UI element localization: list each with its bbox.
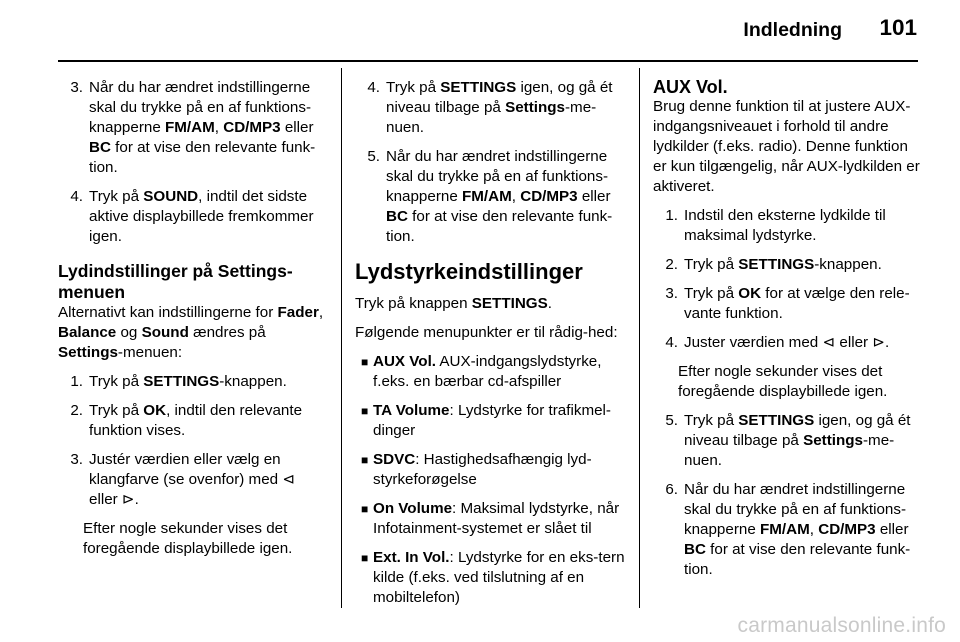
list-item: 3. Tryk på OK for at vælge den rele-vante funktion.: [665, 285, 910, 322]
section-heading: Lydstyrkeindstillinger: [355, 259, 583, 284]
note: Efter nogle sekunder vises det foregående displaybillede igen.: [678, 363, 888, 400]
right-arrow-icon: ⊳: [121, 491, 135, 508]
column-divider: [639, 68, 640, 608]
list-item: 4. Tryk på SETTINGS igen, og gå ét niveau tilbage på Settings-me-nuen.: [367, 79, 613, 136]
bullet-item: ■ On Volume: Maksimal lydstyrke, når Infotainment-systemet er slået til: [361, 500, 620, 537]
section-heading: Lydindstillinger på Settings-menuen: [58, 261, 293, 302]
left-arrow-icon: ⊲: [822, 334, 836, 351]
list-item: 4. Tryk på SOUND, indtil det sidste aktive displaybillede fremkommer igen.: [70, 188, 314, 245]
bullet-item: ■ TA Volume: Lydstyrke for trafikmel-dinger: [361, 402, 611, 439]
list-item: 2. Tryk på OK, indtil den relevante funktion vises.: [70, 402, 303, 439]
bullet-icon: ■: [361, 502, 369, 516]
header-rule: [58, 60, 918, 62]
bullet-icon: ■: [361, 355, 369, 369]
bullet-icon: ■: [361, 453, 369, 467]
paragraph: Følgende menupunkter er til rådig-hed:: [355, 324, 618, 341]
list-item: 6. Når du har ændret indstillingerne skal du trykke på en af funktions-knapperne FM/AM, CD/MP3 eller BC for at vise den relevante funk-tion.: [665, 481, 911, 578]
bullet-icon: ■: [361, 551, 369, 565]
bullet-item: ■ Ext. In Vol.: Lydstyrke for en eks-tern kilde (f.eks. ved tilslutning af en mobiltelefon): [361, 549, 625, 606]
list-item: 5. Når du har ændret indstillingerne skal du trykke på en af funktions-knapperne FM/AM, CD/MP3 eller BC for at vise den relevante funk-tion.: [367, 148, 613, 245]
bullet-item: ■ AUX Vol. AUX-indgangslydstyrke, f.eks. en bærbar cd-afspiller: [361, 353, 602, 390]
column-3: [653, 78, 921, 589]
bullet-item: ■ SDVC: Hastighedsafhængig lyd-styrkeforøgelse: [361, 451, 592, 488]
note: Efter nogle sekunder vises det foregående displaybillede igen.: [83, 520, 293, 557]
list-item: 1. Indstil den eksterne lydkilde til maksimal lydstyrke.: [665, 207, 886, 244]
list-item: 1. Tryk på SETTINGS-knappen.: [70, 373, 287, 390]
watermark: carmanualsonline.info: [737, 614, 946, 637]
paragraph: Alternativt kan indstillingerne for Fader, Balance og Sound ændres på Settings-menuen:: [58, 304, 324, 361]
column-2: [355, 78, 625, 617]
column-divider: [341, 68, 342, 608]
list-item: 4. Juster værdien med ⊲ eller ⊳.: [665, 334, 890, 351]
right-arrow-icon: ⊳: [872, 334, 886, 351]
column-1: [58, 78, 324, 568]
page-number: 101: [879, 15, 917, 40]
list-item: 3. Når du har ændret indstillingerne skal du trykke på en af funktions-knapperne FM/AM, CD/MP3 eller BC for at vise den relevante funk-tion.: [70, 79, 316, 176]
list-item: 5. Tryk på SETTINGS igen, og gå ét niveau tilbage på Settings-me-nuen.: [665, 412, 911, 469]
left-arrow-icon: ⊲: [282, 471, 296, 488]
section-heading: AUX Vol.: [653, 77, 728, 97]
paragraph: Tryk på knappen SETTINGS.: [355, 295, 552, 312]
list-item: 2. Tryk på SETTINGS-knappen.: [665, 256, 882, 273]
bullet-icon: ■: [361, 404, 369, 418]
list-item: 3. Justér værdien eller vælg en klangfarve (se ovenfor) med ⊲ eller ⊳.: [70, 451, 296, 508]
paragraph: Brug denne funktion til at justere AUX-indgangsniveauet i forhold til andre lydkilder (f.eks. radio). Denne funktion er kun tilgængelig, når AUX-lydkilden er aktiveret.: [653, 98, 920, 195]
page-title: Indledning: [743, 19, 842, 41]
